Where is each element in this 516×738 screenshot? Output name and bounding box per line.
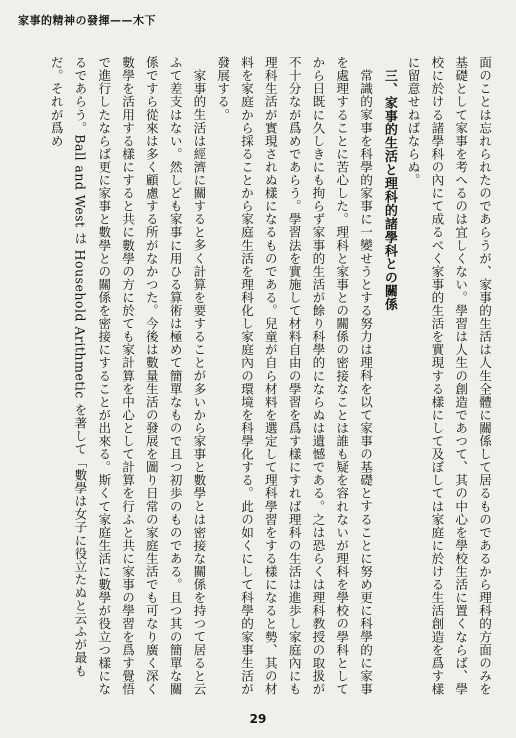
body-text: [28, 56, 496, 696]
section-heading: 三、家事的生活と理科的諸學科との關係: [381, 69, 397, 312]
paragraph-1: 面のことは忘れられたのであらうが、家事的生活は人生全體に關係して居るものであるから理科的方面のみを基礎として家事を考へるのは宜しくない。學習は人生の創造であつて、其の中心を學校生活に置くならば、學校に於ける諸學科の內にて成るべく家事的生活を實現する樣にして及ぼしては家庭に於ける生活創造を爲す樣に留意せねばならぬ。: [405, 56, 492, 696]
paragraph-2: 常識的家事を科學的家事に一變せうとする努力は理科を以て家事の基礎とすることに努め更に科學的に家事を處理することに苦心した。理科と家事との關係の密接なことは誰も疑を容れないが理科を學校の學科としてから日既に久しきにも拘らず家事的生活が餘り科學的にならぬは遺憾である。之は恐らくは理科教授の取扱が不十分なが爲めであらう。學習法を實施して材料自由の學習を爲す樣にすれば理科の生活は進歩し家庭內にも理科生活が實現されぬ樣になるものである。兒童が自ら材料を選定して理科學習をする樣になると勢、其の材料を家庭から採ることから家庭生活を理科化し家庭內の環境を科學化する。此の如くにして科學的家事生活が發展する。: [215, 56, 374, 696]
page-number: 29: [249, 712, 267, 726]
paragraph-3: 家事的生活は經濟に關すると多く計算を要することが多いから家事と數學とは密接な關係を持つて居ると云ふて差支はない。然しども家事に用ひる算術は極めて簡單なもので且つ初歩のものである。且つ其の簡單な關係ですら從來は多く顧慮する所がなかつた。今後は數量生活の發展を圖り日常の家庭生活でも可なり廣く深く數學を活用する樣にすると共に數學の方に於ても家計算を中心として計算を行ふと共に家事の學習を爲す覺悟で進行したならば更に家事と數學との關係を密接にすることが出來る。斯くて家庭生活に數學が役立つ樣になるであらう。Ball and West は Household Arithmetic を著して「數學は女子に役立たぬと云ふが最もだ。それが爲め: [48, 56, 207, 696]
running-header: 家事的精神の發揮——木下: [18, 14, 156, 27]
